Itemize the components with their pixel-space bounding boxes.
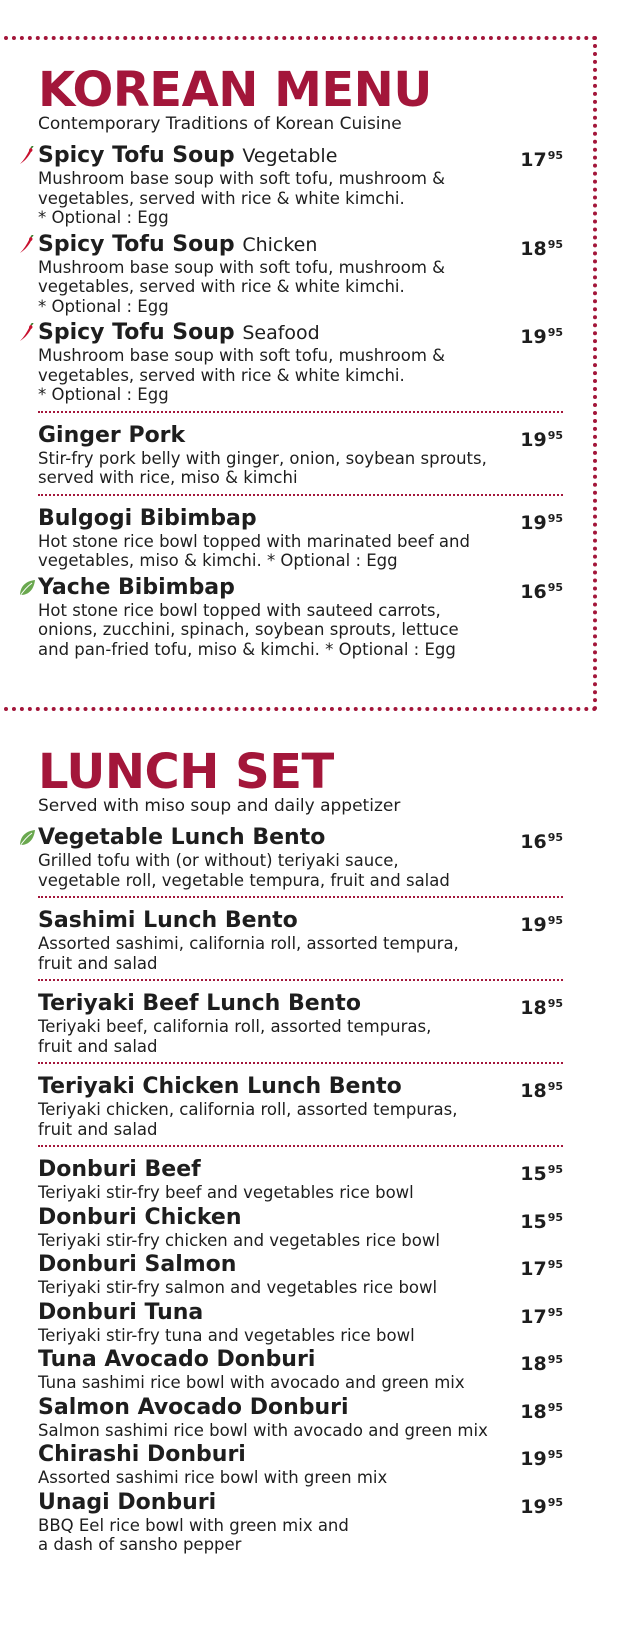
item-price: $18^{95}$: [520, 1353, 563, 1375]
menu-item: [38, 1395, 563, 1441]
item-name: Teriyaki Beef Lunch Bento: [38, 991, 361, 1016]
item-price: $19^{95}$: [520, 326, 563, 348]
item-name: Chirashi Donburi: [38, 1442, 246, 1467]
item-variant: Chicken: [242, 233, 318, 256]
item-description: Grilled tofu with (or without) teriyaki sauce, vegetable roll, vegetable tempura, fruit and salad: [38, 851, 450, 890]
menu-item: [38, 1347, 563, 1393]
menu-item: [38, 1157, 563, 1203]
item-description: Assorted sashimi rice bowl with green mix: [38, 1468, 388, 1487]
item-description: Teriyaki stir-fry tuna and vegetables rice bowl: [38, 1325, 415, 1345]
section-title: LUNCH SET: [38, 744, 334, 800]
item-name: Salmon Avocado Donburi: [38, 1394, 349, 1420]
item-name: Donburi Salmon: [38, 1252, 237, 1277]
item-description: Teriyaki stir-fry chicken and vegetables rice bowl: [38, 1230, 440, 1250]
menu-item: [38, 1442, 563, 1488]
menu-item: [38, 1252, 563, 1298]
item-description: BBQ Eel rice bowl with green mix and a dash of sansho pepper: [38, 1515, 349, 1554]
menu-item: [38, 908, 563, 973]
item-variant: Vegetable: [242, 145, 338, 167]
dotted-divider: [38, 411, 563, 413]
item-description: Teriyaki stir-fry salmon and vegetables rice bowl: [38, 1278, 438, 1297]
section-subtitle: Contemporary Traditions of Korean Cuisine: [38, 114, 402, 134]
item-price: $16^{95}$: [520, 831, 563, 853]
item-price: $17^{95}$: [520, 1258, 563, 1280]
item-description: Teriyaki stir-fry beef and vegetables rice bowl: [38, 1183, 414, 1202]
item-price: $15^{95}$: [520, 1163, 563, 1185]
item-description: Hot stone rice bowl topped with sauteed carrots, onions, zucchini, spinach, soybean sprouts, lettuce and pan-fried tofu, miso & kimchi. * Optional : Egg: [38, 600, 459, 659]
item-name: Unagi Donburi: [38, 1489, 217, 1515]
chili-pepper-icon: [18, 146, 36, 166]
menu-item: [38, 423, 563, 488]
dotted-divider: [38, 979, 563, 981]
item-variant: Seafood: [242, 322, 320, 344]
item-description: Mushroom base soup with soft tofu, mushroom & vegetables, served with rice & white kimchi. * Optional : Egg: [38, 346, 445, 404]
item-name: Spicy Tofu Soup: [38, 143, 235, 168]
item-price: $18^{95}$: [520, 1400, 563, 1423]
item-price: $16^{95}$: [520, 580, 563, 603]
item-description: Salmon sashimi rice bowl with avocado and green mix: [38, 1420, 488, 1440]
item-name: Bulgogi Bibimbap: [38, 505, 257, 531]
menu-item: [38, 1074, 563, 1139]
lunch-set-section: [38, 744, 563, 1557]
menu-item: [38, 506, 563, 571]
menu-item: [38, 320, 563, 405]
item-price: $15^{95}$: [520, 1210, 563, 1233]
item-name: Spicy Tofu Soup: [38, 320, 235, 345]
dotted-divider: [38, 896, 563, 898]
item-description: Mushroom base soup with soft tofu, mushroom & vegetables, served with rice & white kimchi. * Optional : Egg: [38, 257, 445, 316]
leaf-icon: [18, 578, 36, 598]
item-name: Donburi Tuna: [38, 1299, 204, 1325]
item-description: Teriyaki chicken, california roll, assorted tempuras, fruit and salad: [38, 1100, 458, 1139]
item-name: Ginger Pork: [38, 422, 186, 448]
item-description: Stir-fry pork belly with ginger, onion, soybean sprouts, served with rice, miso & kimchi: [38, 448, 487, 487]
menu-item: [38, 1205, 563, 1251]
item-name: Yache Bibimbap: [38, 574, 235, 600]
item-description: Tuna sashimi rice bowl with avocado and green mix: [38, 1373, 465, 1392]
dotted-divider: [38, 1062, 563, 1064]
item-name: Spicy Tofu Soup: [38, 231, 235, 257]
menu-item: [38, 991, 563, 1056]
item-price: $18^{95}$: [520, 1080, 563, 1102]
dotted-divider: [38, 494, 563, 496]
item-price: $18^{95}$: [520, 237, 563, 260]
leaf-icon: [18, 828, 36, 848]
item-price: $17^{95}$: [520, 149, 563, 171]
menu-item: [38, 825, 563, 890]
chili-pepper-icon: [18, 323, 36, 343]
section-subtitle: Served with miso soup and daily appetizer: [38, 796, 401, 816]
item-description: Mushroom base soup with soft tofu, mushroom & vegetables, served with rice & white kimchi. * Optional : Egg: [38, 169, 445, 227]
item-price: $19^{95}$: [520, 1448, 563, 1470]
item-price: $18^{95}$: [520, 997, 563, 1019]
menu-item: [38, 232, 563, 317]
item-description: Teriyaki beef, california roll, assorted tempuras, fruit and salad: [38, 1017, 432, 1056]
item-description: Assorted sashimi, california roll, assorted tempura, fruit and salad: [38, 934, 459, 973]
item-description: Hot stone rice bowl topped with marinated beef and vegetables, miso & kimchi. * Optional : Egg: [38, 531, 470, 570]
item-price: $19^{95}$: [520, 1495, 563, 1518]
section-title: KOREAN MENU: [38, 62, 432, 118]
item-name: Vegetable Lunch Bento: [38, 825, 326, 850]
item-name: Tuna Avocado Donburi: [38, 1347, 316, 1372]
menu-item: [38, 575, 563, 660]
menu-item: [38, 1490, 563, 1555]
menu-item: [38, 143, 563, 228]
item-price: $17^{95}$: [520, 1305, 563, 1328]
item-price: $19^{95}$: [520, 511, 563, 534]
menu-item: [38, 1300, 563, 1346]
item-price: $19^{95}$: [520, 428, 563, 451]
item-name: Sashimi Lunch Bento: [38, 908, 298, 933]
dotted-divider: [38, 1145, 563, 1147]
chili-pepper-icon: [18, 235, 36, 255]
item-name: Donburi Chicken: [38, 1204, 242, 1230]
korean-menu-section: [38, 62, 563, 663]
item-price: $19^{95}$: [520, 914, 563, 936]
item-name: Donburi Beef: [38, 1157, 201, 1182]
item-name: Teriyaki Chicken Lunch Bento: [38, 1074, 402, 1099]
